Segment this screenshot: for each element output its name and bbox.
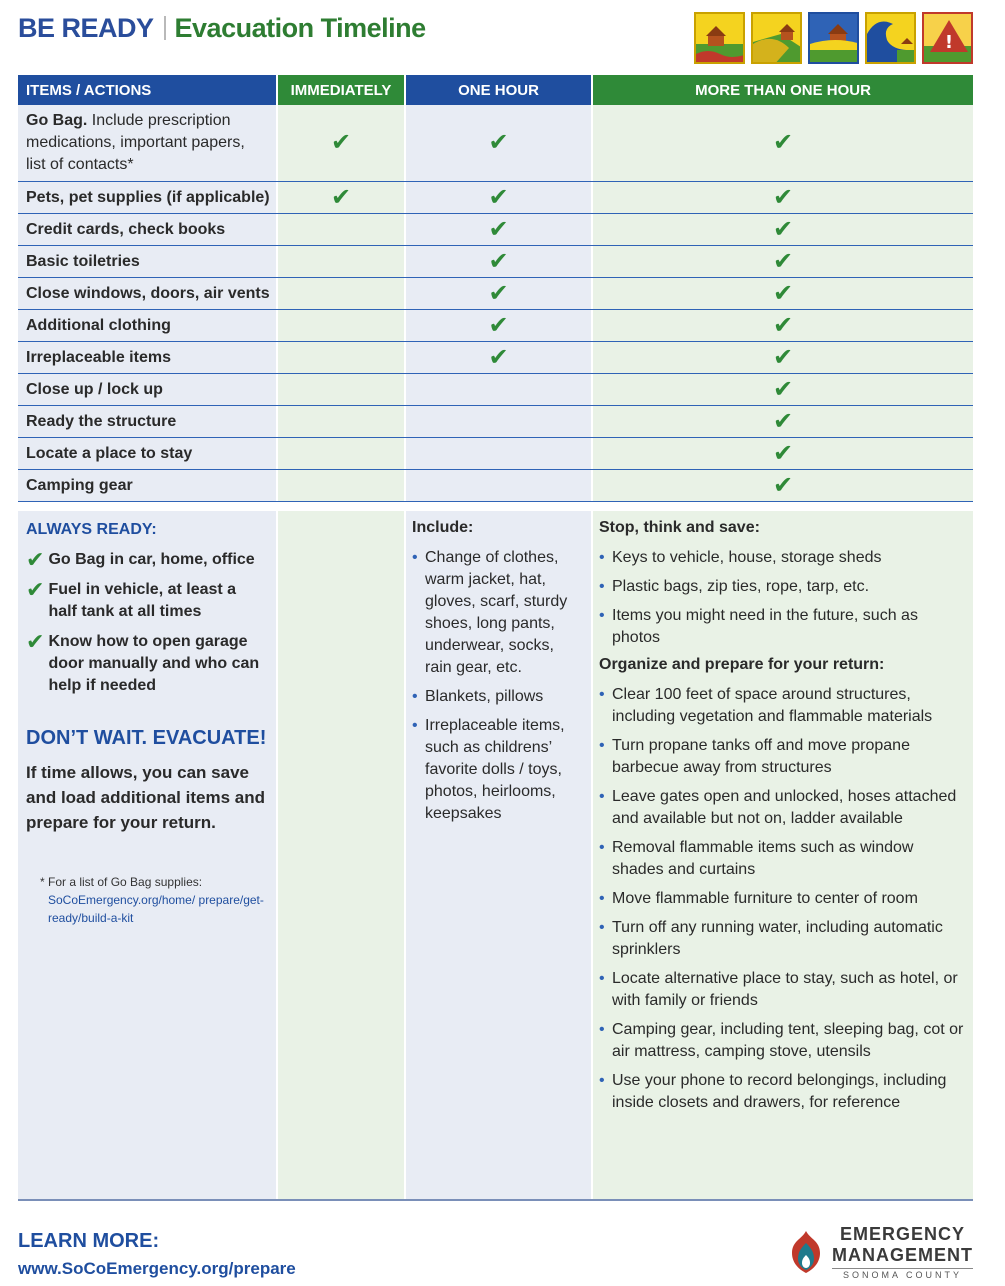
list-item: • Leave gates open and unlocked, hoses attached and available but not on, ladder available (599, 786, 967, 830)
always-ready-item-text: Fuel in vehicle, at least a half tank at all times (48, 581, 237, 620)
cell-more (593, 310, 973, 341)
row-label: Ready the structure (18, 406, 278, 437)
logo-line-2: MANAGEMENT (832, 1245, 973, 1265)
list-item: • Camping gear, including tent, sleeping bag, cot or air mattress, camping stove, utensils (599, 1019, 967, 1063)
check-icon: ✔ (330, 183, 352, 211)
check-icon: ✔ (26, 629, 45, 654)
check-icon: ✔ (488, 215, 509, 243)
always-ready-list (26, 549, 268, 697)
warning-icon (922, 12, 973, 64)
list-item: • Move flammable furniture to center of room (599, 888, 967, 910)
row-label: Additional clothing (18, 310, 278, 341)
always-ready-item (26, 549, 268, 571)
logo-text (832, 1224, 973, 1280)
shield-icon (788, 1229, 824, 1275)
list-item: • Turn propane tanks off and move propane barbecue away from structures (599, 735, 967, 779)
check-icon: ✔ (488, 129, 509, 156)
table-row (18, 342, 973, 374)
table-row (18, 310, 973, 342)
list-item: • Irreplaceable items, such as childrens’ favorite dolls / toys, photos, heirlooms, keepsakes (412, 715, 585, 825)
cell-immediately (278, 438, 406, 469)
learn-more-link[interactable]: www.SoCoEmergency.org/prepare (18, 1259, 296, 1278)
header-items-actions: ITEMS / ACTIONS (18, 75, 278, 105)
guidance-section (18, 511, 973, 1201)
cell-immediately (278, 342, 406, 373)
cell-more (593, 182, 973, 213)
list-item: • Change of clothes, warm jacket, hat, gloves, scarf, sturdy shoes, long pants, underwear, socks, rain gear, etc. (412, 547, 585, 679)
list-item: • Plastic bags, zip ties, rope, tarp, etc. (599, 576, 967, 598)
row-label: Camping gear (18, 470, 278, 501)
footnote-text: * For a list of Go Bag supplies: (40, 875, 203, 889)
cell-more (593, 278, 973, 309)
header-one-hour: ONE HOUR (406, 75, 593, 105)
row-label: Close windows, doors, air vents (18, 278, 278, 309)
page-title: Evacuation Timeline (174, 12, 426, 43)
stop-think-list (599, 547, 967, 649)
cell-more (593, 438, 973, 469)
check-icon: ✔ (488, 183, 509, 211)
list-item: • Use your phone to record belongings, including inside closets and drawers, for reference (599, 1070, 967, 1114)
cell-one-hour (406, 406, 593, 437)
cell-more (593, 342, 973, 373)
check-icon: ✔ (488, 247, 509, 275)
check-icon: ✔ (488, 311, 509, 339)
row-label-text: Include prescription medications, important papers, list of contacts* (26, 112, 245, 173)
list-item: • Clear 100 feet of space around structures, including vegetation and flammable materials (599, 684, 967, 728)
cell-more (593, 374, 973, 405)
table-header (18, 75, 973, 105)
organize-list (599, 684, 967, 1114)
list-item: • Keys to vehicle, house, storage sheds (599, 547, 967, 569)
row-label: Close up / lock up (18, 374, 278, 405)
page-header (18, 8, 426, 48)
cell-immediately (278, 214, 406, 245)
check-icon: ✔ (330, 129, 352, 156)
cell-more (593, 246, 973, 277)
cell-one-hour (406, 342, 593, 373)
logo-subtitle: SONOMA COUNTY (832, 1268, 973, 1280)
cell-immediately (278, 278, 406, 309)
table-row (18, 406, 973, 438)
check-icon: ✔ (772, 343, 794, 371)
cell-more (593, 105, 973, 181)
cell-immediately (278, 182, 406, 213)
cell-one-hour (406, 438, 593, 469)
check-icon: ✔ (772, 129, 794, 156)
table-row (18, 214, 973, 246)
include-panel (406, 511, 593, 1199)
cell-one-hour (406, 182, 593, 213)
emergency-management-logo (788, 1224, 973, 1280)
cell-immediately (278, 246, 406, 277)
row-label: Pets, pet supplies (if applicable) (18, 182, 278, 213)
include-title: Include: (412, 519, 474, 536)
check-icon: ✔ (772, 215, 794, 243)
table-row (18, 246, 973, 278)
list-item: • Turn off any running water, including automatic sprinklers (599, 917, 967, 961)
cell-immediately (278, 406, 406, 437)
always-ready-item (26, 579, 268, 623)
immediately-blank-panel (278, 511, 406, 1199)
row-label: Credit cards, check books (18, 214, 278, 245)
cell-one-hour (406, 105, 593, 181)
dont-wait-heading: DON’T WAIT. EVACUATE! (26, 727, 267, 749)
flood-icon (694, 12, 745, 64)
evacuation-table (18, 75, 973, 502)
landslide-icon (751, 12, 802, 64)
table-row (18, 470, 973, 502)
row-label: Basic toiletries (18, 246, 278, 277)
check-icon: ✔ (772, 279, 794, 307)
cell-one-hour (406, 374, 593, 405)
header-more-than-one-hour: MORE THAN ONE HOUR (593, 75, 973, 105)
learn-more-title: LEARN MORE: (18, 1230, 160, 1252)
check-icon: ✔ (26, 547, 45, 572)
check-icon: ✔ (772, 471, 794, 499)
table-row (18, 182, 973, 214)
organize-title: Organize and prepare for your return: (599, 656, 885, 673)
tsunami-icon (808, 12, 859, 64)
row-label: Irreplaceable items (18, 342, 278, 373)
always-ready-title: ALWAYS READY: (26, 521, 157, 538)
always-ready-item-text: Go Bag in car, home, office (48, 551, 255, 568)
check-icon: ✔ (772, 183, 794, 211)
cell-one-hour (406, 278, 593, 309)
row-label-lead: Go Bag. (26, 112, 88, 129)
check-icon: ✔ (772, 439, 794, 467)
wave-icon (865, 12, 916, 64)
title-divider (164, 16, 166, 40)
table-row (18, 278, 973, 310)
if-time-text: If time allows, you can save and load additional items and prepare for your return. (26, 763, 265, 832)
cell-immediately (278, 470, 406, 501)
table-row (18, 105, 973, 182)
check-icon: ✔ (772, 407, 794, 435)
footnote-link[interactable]: SoCoEmergency.org/home/ prepare/get-ready/build-a-kit (48, 893, 264, 925)
row-label: Locate a place to stay (18, 438, 278, 469)
cell-one-hour (406, 246, 593, 277)
logo-line-1: EMERGENCY (839, 1224, 965, 1244)
cell-one-hour (406, 310, 593, 341)
header-immediately: IMMEDIATELY (278, 75, 406, 105)
table-row (18, 438, 973, 470)
include-list (412, 547, 585, 825)
row-label (18, 105, 278, 181)
list-item: • Items you might need in the future, such as photos (599, 605, 967, 649)
always-ready-item (26, 631, 268, 697)
table-body (18, 105, 973, 502)
cell-more (593, 406, 973, 437)
learn-more (18, 1230, 296, 1279)
footnote (26, 873, 268, 927)
brand-title: BE READY (18, 12, 154, 43)
cell-immediately (278, 105, 406, 181)
stop-think-title: Stop, think and save: (599, 519, 760, 536)
list-item: • Removal flammable items such as window shades and curtains (599, 837, 967, 881)
always-ready-panel (18, 511, 278, 1199)
check-icon: ✔ (772, 247, 794, 275)
table-row (18, 374, 973, 406)
check-icon: ✔ (488, 279, 509, 307)
list-item: • Locate alternative place to stay, such as hotel, or with family or friends (599, 968, 967, 1012)
check-icon: ✔ (772, 311, 794, 339)
check-icon: ✔ (26, 577, 45, 602)
list-item: • Blankets, pillows (412, 686, 585, 708)
svg-text:!: ! (944, 32, 954, 53)
hazard-icons (694, 12, 973, 64)
cell-more (593, 470, 973, 501)
check-icon: ✔ (488, 343, 509, 371)
cell-immediately (278, 374, 406, 405)
always-ready-item-text: Know how to open garage door manually and who can help if needed (48, 633, 260, 694)
cell-one-hour (406, 214, 593, 245)
more-than-hour-panel (593, 511, 973, 1199)
cell-one-hour (406, 470, 593, 501)
check-icon: ✔ (772, 375, 794, 403)
cell-more (593, 214, 973, 245)
cell-immediately (278, 310, 406, 341)
